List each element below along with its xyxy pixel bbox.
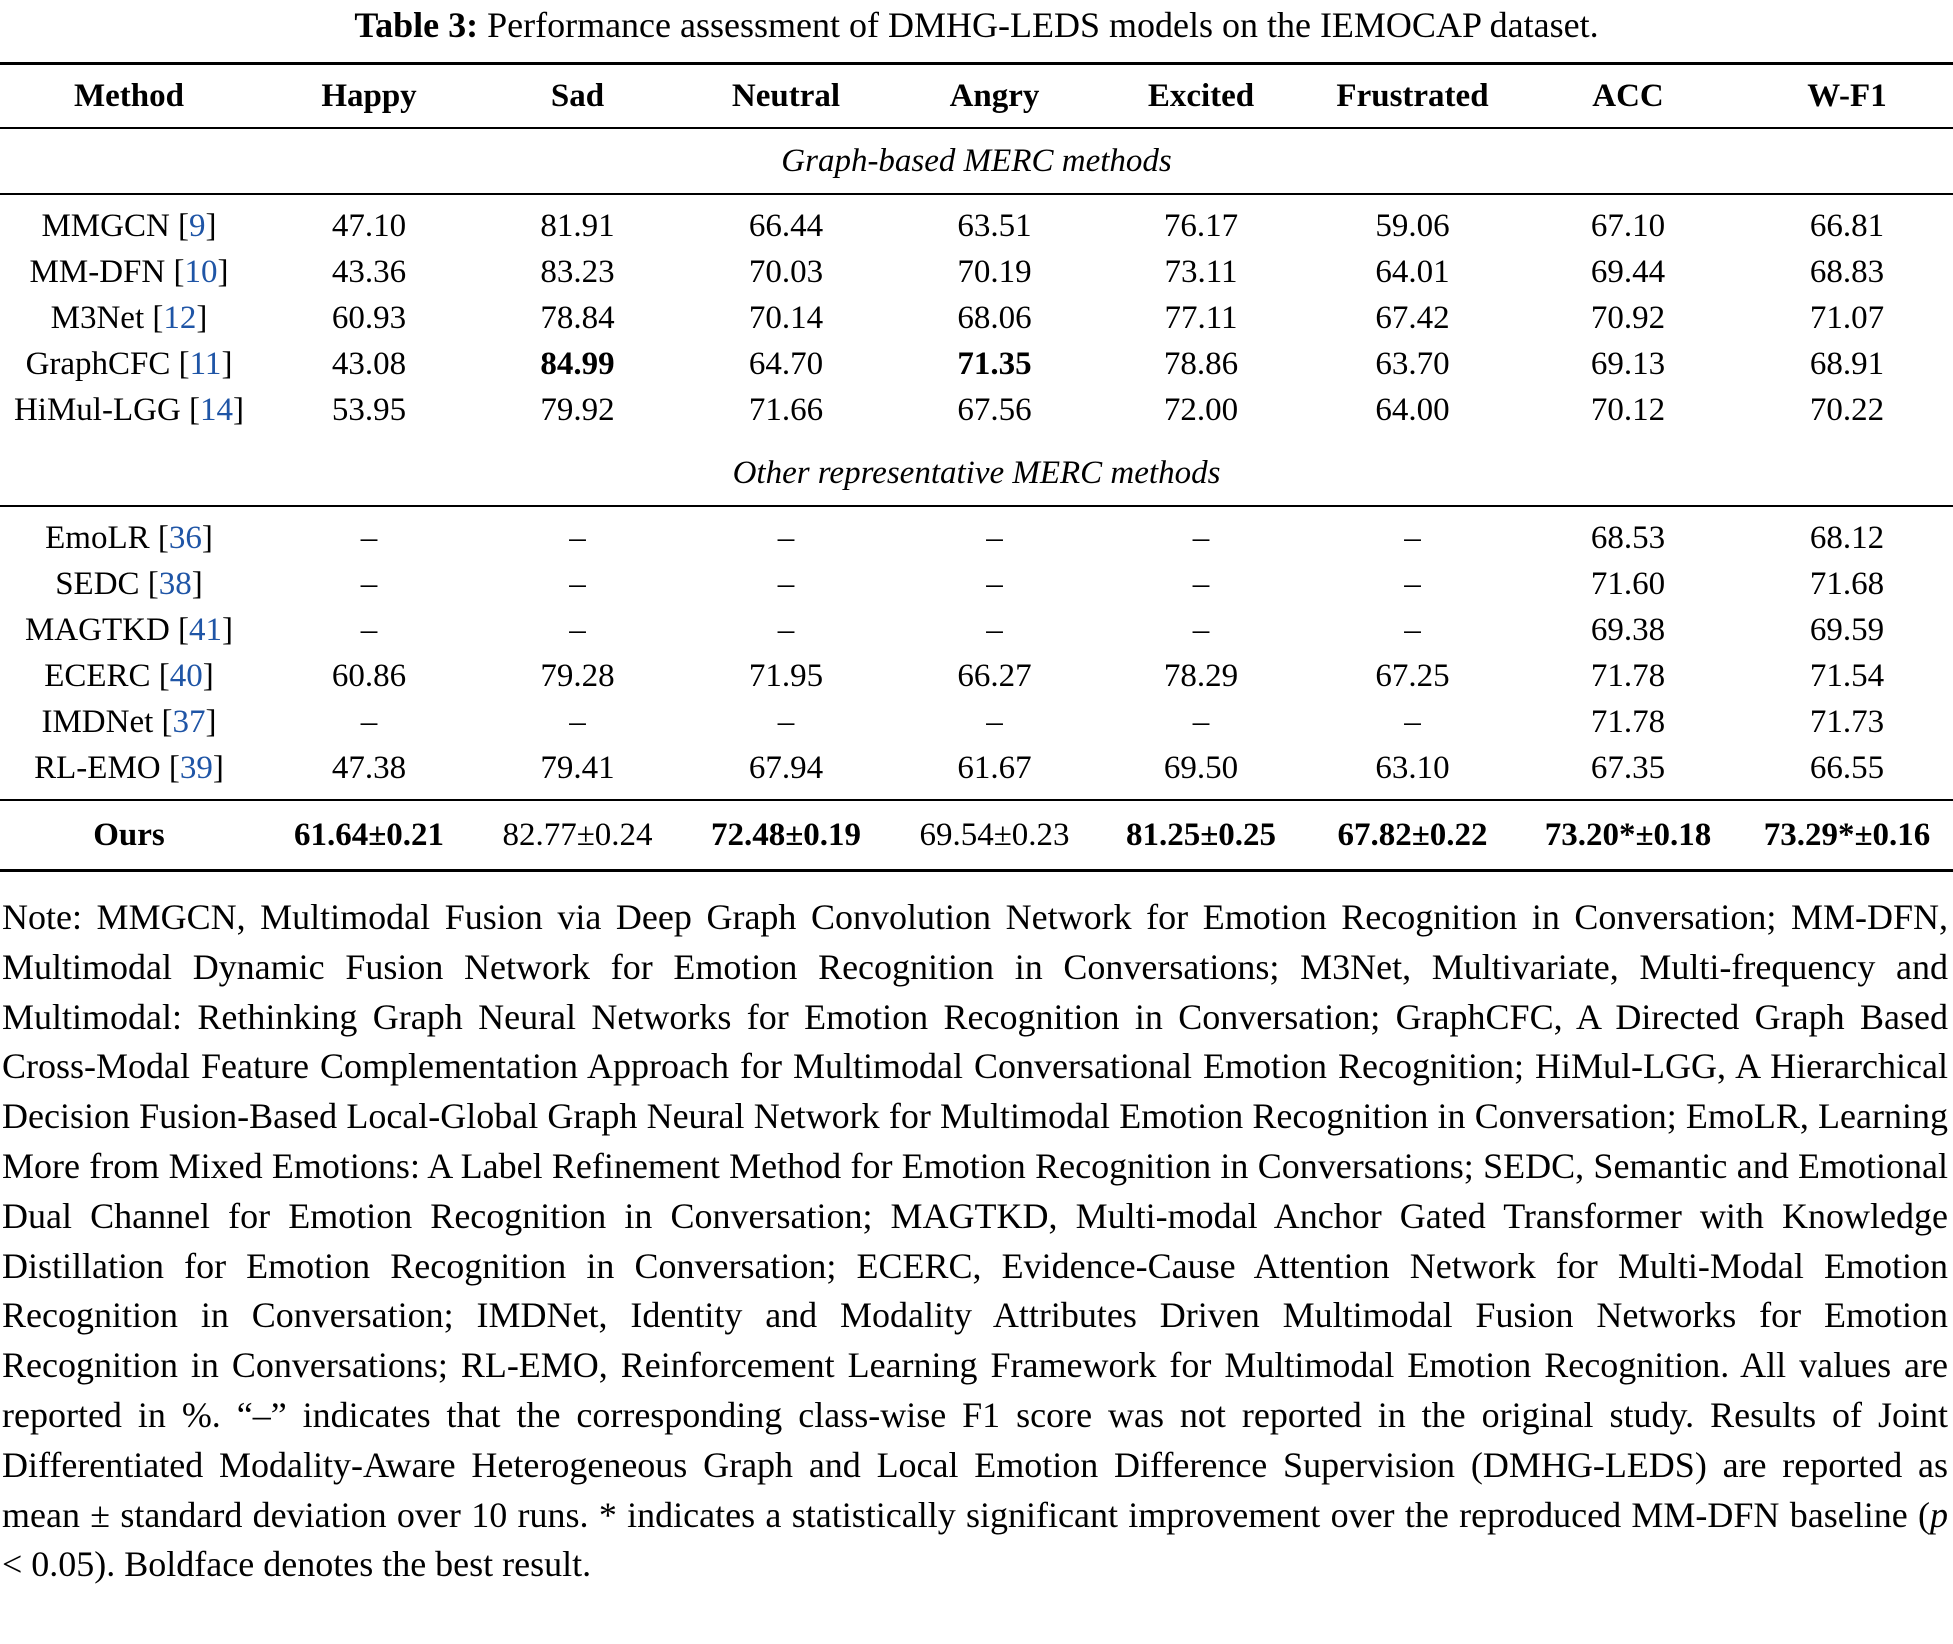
column-header: Frustrated <box>1336 77 1489 114</box>
value-cell: – <box>360 611 378 648</box>
value-cell: 83.23 <box>540 253 615 290</box>
value-cell: 69.38 <box>1590 611 1666 648</box>
value-cell: – <box>1192 565 1210 602</box>
ours-row <box>0 800 1953 871</box>
value-cell: 71.60 <box>1590 565 1666 602</box>
table-body <box>0 64 1953 871</box>
column-header: Happy <box>321 77 417 114</box>
value-cell: 61.67 <box>957 749 1032 786</box>
method-cell: RL-EMO [39] <box>34 749 224 786</box>
results-table <box>0 62 1953 872</box>
value-cell: 67.94 <box>748 749 824 786</box>
method-cell: MM-DFN [10] <box>29 253 229 290</box>
value-cell: 69.59 <box>1809 611 1885 648</box>
method-name: EmoLR <box>45 519 150 556</box>
value-cell: 72.00 <box>1163 391 1239 428</box>
value-cell: 63.70 <box>1375 345 1450 382</box>
value-cell: 53.95 <box>331 391 407 428</box>
value-cell: – <box>569 703 586 740</box>
value-cell: 64.70 <box>748 345 824 382</box>
method-name: IMDNet <box>41 703 154 740</box>
column-header: W-F1 <box>1807 77 1887 114</box>
section-title: Graph-based MERC methods <box>781 142 1172 179</box>
section-title: Other representative MERC methods <box>732 454 1221 491</box>
value-cell: – <box>986 611 1003 648</box>
value-cell: 66.27 <box>957 657 1032 694</box>
value-cell: 70.22 <box>1809 391 1885 428</box>
value-cell: 70.03 <box>748 253 824 290</box>
section-header-row <box>0 441 1953 505</box>
caption-label: Table 3: <box>354 5 479 45</box>
value-cell: – <box>986 703 1003 740</box>
value-cell: 71.66 <box>748 391 824 428</box>
value-cell: 68.83 <box>1809 253 1885 290</box>
table-row <box>0 341 1953 387</box>
caption-text: Performance assessment of DMHG-LEDS models on the IEMOCAP dataset. <box>487 5 1599 45</box>
value-cell: 69.13 <box>1590 345 1666 382</box>
table-row <box>0 561 1953 607</box>
method-cell: SEDC [38] <box>55 565 203 602</box>
value-cell: 68.91 <box>1809 345 1885 382</box>
value-cell: 71.73 <box>1809 703 1885 740</box>
citation-link[interactable]: 11 <box>189 345 222 382</box>
method-name: MM-DFN <box>29 253 166 290</box>
value-cell: – <box>360 519 378 556</box>
value-cell: 47.38 <box>331 749 407 786</box>
value-cell: 79.41 <box>540 749 615 786</box>
value-cell: 68.12 <box>1809 519 1885 556</box>
method-name: RL-EMO <box>34 749 161 786</box>
method-name: MMGCN <box>41 207 170 244</box>
value-cell: 73.11 <box>1164 253 1238 290</box>
value-cell: 61.64±0.21 <box>293 816 445 853</box>
value-cell: 71.95 <box>748 657 824 694</box>
table-caption <box>0 4 1953 46</box>
table-row <box>0 699 1953 745</box>
value-cell: – <box>1192 703 1210 740</box>
citation-link[interactable]: 12 <box>163 299 197 336</box>
note-p-symbol: p <box>1930 1494 1948 1535</box>
value-cell: 78.84 <box>540 299 615 336</box>
value-cell: – <box>360 565 378 602</box>
value-cell: 43.36 <box>331 253 407 290</box>
citation-link[interactable]: 36 <box>168 519 202 556</box>
citation-link[interactable]: 37 <box>172 703 206 740</box>
value-cell: 71.78 <box>1590 703 1666 740</box>
citation-link[interactable]: 41 <box>189 611 223 648</box>
method-name: HiMul-LGG <box>13 391 181 428</box>
value-cell: 64.00 <box>1375 391 1450 428</box>
value-cell: 67.56 <box>957 391 1032 428</box>
value-cell: 84.99 <box>540 345 615 382</box>
value-cell: 67.82±0.22 <box>1337 816 1488 853</box>
value-cell: – <box>1192 611 1210 648</box>
section-header-row <box>0 128 1953 193</box>
value-cell: 69.54±0.23 <box>919 816 1070 853</box>
value-cell: 63.10 <box>1375 749 1450 786</box>
table-row <box>0 745 1953 791</box>
method-name: Ours <box>93 816 165 853</box>
column-header: Angry <box>949 77 1040 114</box>
value-cell: 67.35 <box>1590 749 1666 786</box>
table-row <box>0 653 1953 699</box>
method-cell: HiMul-LGG [14] <box>13 391 245 428</box>
note-text-2: < 0.05). Boldface denotes the best result. <box>2 1544 592 1585</box>
value-cell: 71.78 <box>1590 657 1666 694</box>
value-cell: 71.35 <box>957 345 1032 382</box>
value-cell: – <box>1404 703 1421 740</box>
citation-link[interactable]: 14 <box>200 391 234 428</box>
citation-link[interactable]: 38 <box>158 565 192 602</box>
value-cell: – <box>777 611 795 648</box>
column-header: Neutral <box>731 77 841 114</box>
method-name: MAGTKD <box>24 611 170 648</box>
method-cell: EmoLR [36] <box>45 519 213 556</box>
value-cell: 73.20*±0.18 <box>1544 816 1712 853</box>
table-row <box>0 203 1953 249</box>
value-cell: – <box>777 703 795 740</box>
value-cell: 79.92 <box>540 391 615 428</box>
value-cell: 59.06 <box>1375 207 1450 244</box>
value-cell: – <box>360 703 378 740</box>
table-row <box>0 295 1953 341</box>
value-cell: 81.25±0.25 <box>1125 816 1277 853</box>
method-cell: GraphCFC [11] <box>25 345 233 382</box>
value-cell: 66.55 <box>1809 749 1885 786</box>
method-name: M3Net <box>50 299 145 336</box>
value-cell: – <box>569 519 586 556</box>
table-note <box>2 893 1948 1590</box>
method-cell: ECERC [40] <box>44 657 214 694</box>
table-row <box>0 387 1953 433</box>
table-row <box>0 515 1953 561</box>
value-cell: 78.86 <box>1163 345 1239 382</box>
citation-link[interactable]: 40 <box>169 657 203 694</box>
value-cell: – <box>986 519 1003 556</box>
value-cell: 82.77±0.24 <box>502 816 653 853</box>
value-cell: 60.93 <box>331 299 407 336</box>
value-cell: 71.54 <box>1809 657 1885 694</box>
value-cell: 67.10 <box>1590 207 1666 244</box>
value-cell: – <box>569 565 586 602</box>
value-cell: 70.92 <box>1590 299 1666 336</box>
value-cell: 79.28 <box>540 657 615 694</box>
value-cell: 67.42 <box>1375 299 1450 336</box>
value-cell: 71.07 <box>1809 299 1885 336</box>
note-text-1: Note: MMGCN, Multimodal Fusion via Deep Graph Convolution Network for Emotion Recognition in Conversation; MM-DFN, Multimodal Dynamic Fusion Network for Emotion Recognition in Conversations; M3Net, Multivariate, Multi-frequency and Multimodal: Rethinking Graph Neural Networks for Emotion Recognition in Conversation; GraphCFC, A Directed Graph Based Cross-Modal Feature Complementation Approach for Multimodal Conversational Emotion Recognition; HiMul-LGG, A Hierarchical Decision Fusion-Based Local-Global Graph Neural Network for Multimodal Emotion Recognition in Conversation; EmoLR, Learning More from Mixed Emotions: A Label Refinement Method for Emotion Recognition in Conversations; SEDC, Semantic and Emotional Dual Channel for Emotion Recognition in Conversation; MAGTKD, Multi-modal Anchor Gated Transformer with Knowledge Distillation for Emotion Recognition in Conversation; ECERC, Evidence-Cause Attention Network for Multi-Modal Emotion Recognition in Conversation; IMDNet, Identity and Modality Attributes Driven Multimodal Fusion Networks for Emotion Recognition in Conversations; RL-EMO, Reinforcement Learning Framework for Multimodal Emotion Recognition. All values are reported in %. “–” indicates that the corresponding class-wise F1 score was not reported in the original study. Results of Joint Differentiated Modality-Aware Heterogeneous Graph and Local Emotion Difference Supervision (DMHG-LEDS) are reported as mean ± standard deviation over 10 runs. * indicates a statistically significant improvement over the reproduced MM-DFN baseline ( <box>2 897 1948 1535</box>
value-cell: 67.25 <box>1375 657 1450 694</box>
value-cell: – <box>777 519 795 556</box>
value-cell: 66.44 <box>748 207 824 244</box>
method-cell: M3Net [12] <box>50 299 208 336</box>
method-cell: IMDNet [37] <box>41 703 217 740</box>
value-cell: 68.06 <box>957 299 1032 336</box>
column-header: Excited <box>1147 77 1255 114</box>
value-cell: – <box>1192 519 1210 556</box>
value-cell: – <box>569 611 586 648</box>
value-cell: 71.68 <box>1809 565 1885 602</box>
citation-link[interactable]: 39 <box>179 749 213 786</box>
column-header: ACC <box>1592 77 1664 114</box>
value-cell: 70.14 <box>748 299 824 336</box>
value-cell: 77.11 <box>1164 299 1238 336</box>
value-cell: 47.10 <box>331 207 407 244</box>
value-cell: 78.29 <box>1163 657 1239 694</box>
value-cell: 81.91 <box>540 207 615 244</box>
column-header: Method <box>74 77 184 114</box>
value-cell: 73.29*±0.16 <box>1763 816 1931 853</box>
value-cell: – <box>1404 611 1421 648</box>
value-cell: 63.51 <box>957 207 1032 244</box>
value-cell: 66.81 <box>1809 207 1885 244</box>
value-cell: 72.48±0.19 <box>710 816 862 853</box>
value-cell: 70.12 <box>1590 391 1666 428</box>
value-cell: 76.17 <box>1163 207 1239 244</box>
value-cell: 70.19 <box>957 253 1032 290</box>
value-cell: – <box>1404 565 1421 602</box>
method-cell: MMGCN [9] <box>41 207 217 244</box>
citation-link[interactable]: 9 <box>189 207 206 244</box>
value-cell: 60.86 <box>331 657 407 694</box>
value-cell: – <box>1404 519 1421 556</box>
method-name: GraphCFC <box>25 345 171 382</box>
value-cell: 68.53 <box>1590 519 1666 556</box>
header-row <box>0 64 1953 129</box>
table-row <box>0 249 1953 295</box>
citation-link[interactable]: 10 <box>184 253 218 290</box>
method-cell: MAGTKD [41] <box>24 611 234 648</box>
value-cell: 69.44 <box>1590 253 1666 290</box>
table-row <box>0 607 1953 653</box>
method-name: ECERC <box>44 657 151 694</box>
column-header: Sad <box>550 77 605 114</box>
method-name: SEDC <box>55 565 140 602</box>
value-cell: – <box>986 565 1003 602</box>
value-cell: 69.50 <box>1163 749 1239 786</box>
value-cell: 64.01 <box>1375 253 1450 290</box>
value-cell: 43.08 <box>331 345 407 382</box>
value-cell: – <box>777 565 795 602</box>
